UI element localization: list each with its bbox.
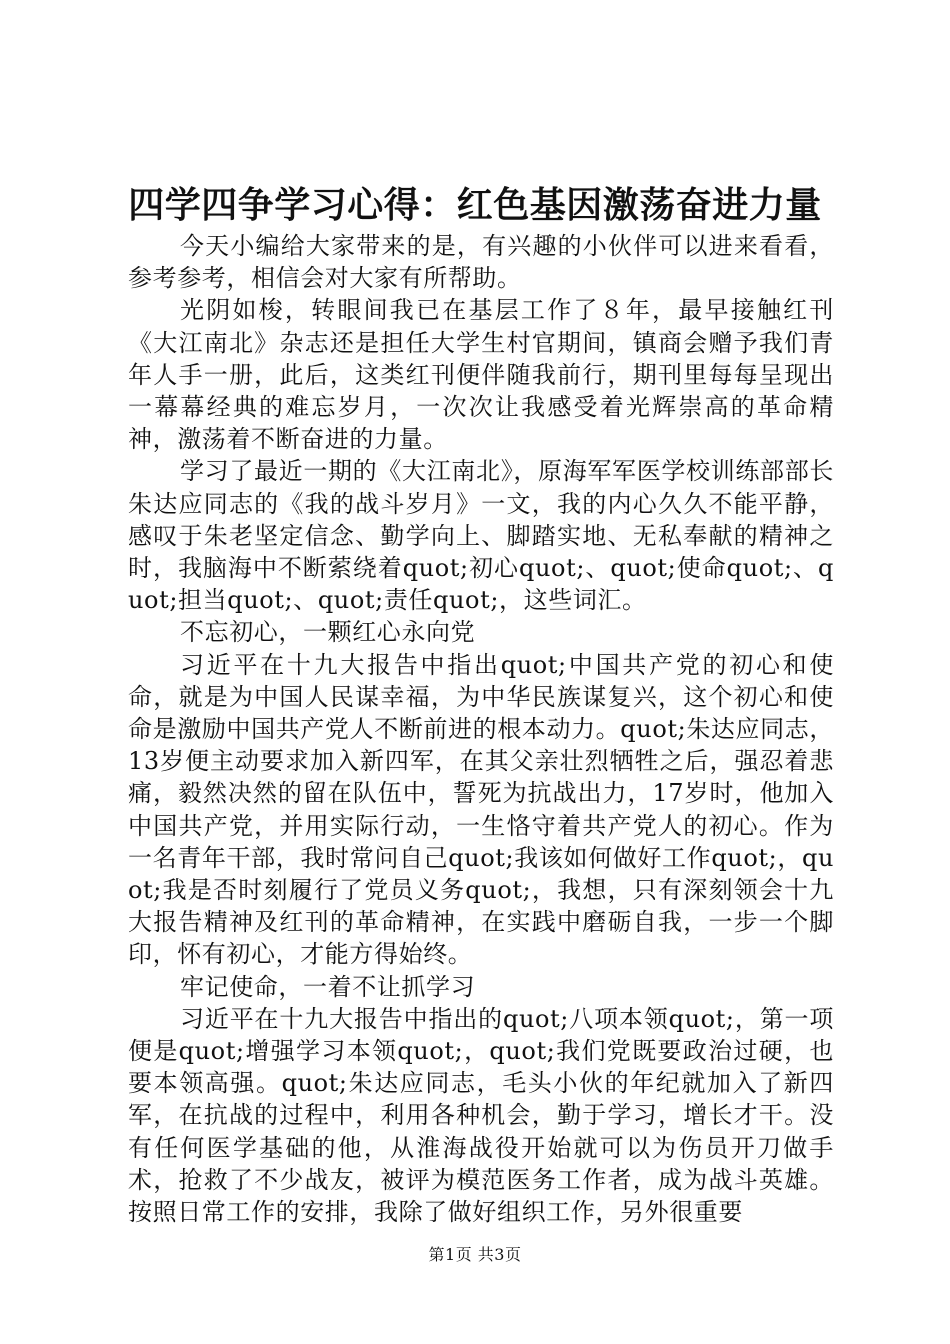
document-title: 四学四争学习心得：红色基因激荡奋进力量 (128, 184, 822, 226)
body-paragraph: 习近平在十九大报告中指出的quot;八项本领quot;，第一项便是quot;增强学习本领quot;，quot;我们党既要政治过硬，也要本领高强。quot;朱达应同志，毛头小伙的年纪就加入了新四军，在抗战的过程中，利用各种机会，勤于学习，增长才干。没有任何医学基础的他，从淮海战役开始就可以为伤员开刀做手术，抢救了不少战友，被评为模范医务工作者，成为战斗英雄。按照日常工作的安排，我除了做好组织工作，另外很重要 (128, 1004, 834, 1227)
body-paragraph: 光阴如梭，转眼间我已在基层工作了８年，最早接触红刊《大江南北》杂志还是担任大学生村官期间，镇商会赠予我们青年人手一册，此后，这类红刊便伴随我前行，期刊里每每呈现出一幕幕经典的难忘岁月，一次次让我感受着光辉崇高的革命精神，激荡着不断奋进的力量。 (128, 296, 834, 454)
body-paragraph: 习近平在十九大报告中指出quot;中国共产党的初心和使命，就是为中国人民谋幸福，为中华民族谋复兴，这个初心和使命是激励中国共产党人不断前进的根本动力。quot;朱达应同志，13岁便主动要求加入新四军，在其父亲壮烈牺牲之后，强忍着悲痛，毅然决然的留在队伍中，誓死为抗战出力，17岁时，他加入中国共产党，并用实际行动，一生恪守着共产党人的初心。作为一名青年干部，我时常问自己quot;我该如何做好工作quot;，quot;我是否时刻履行了党员义务quot;，我想，只有深刻领会十九大报告精神及红刊的革命精神，在实践中磨砺自我，一步一个脚印，怀有初心，才能方得始终。 (128, 650, 834, 969)
body-paragraph: 学习了最近一期的《大江南北》，原海军军医学校训练部部长朱达应同志的《我的战斗岁月》一文，我的内心久久不能平静，感叹于朱老坚定信念、勤学向上、脚踏实地、无私奉献的精神之时，我脑海中不断萦绕着quot;初心quot;、quot;使命quot;、quot;担当quot;、quot;责任quot;，这些词汇。 (128, 457, 834, 615)
document-body (128, 230, 834, 1228)
section-heading: 不忘初心，一颗红心永向党 (180, 618, 476, 647)
intro-paragraph: 今天小编给大家带来的是，有兴趣的小伙伴可以进来看看，参考参考，相信会对大家有所帮助。 (128, 232, 834, 293)
page-number-footer: 第1页 共3页 (428, 1245, 522, 1264)
section-heading: 牢记使命，一着不让抓学习 (180, 972, 476, 1001)
